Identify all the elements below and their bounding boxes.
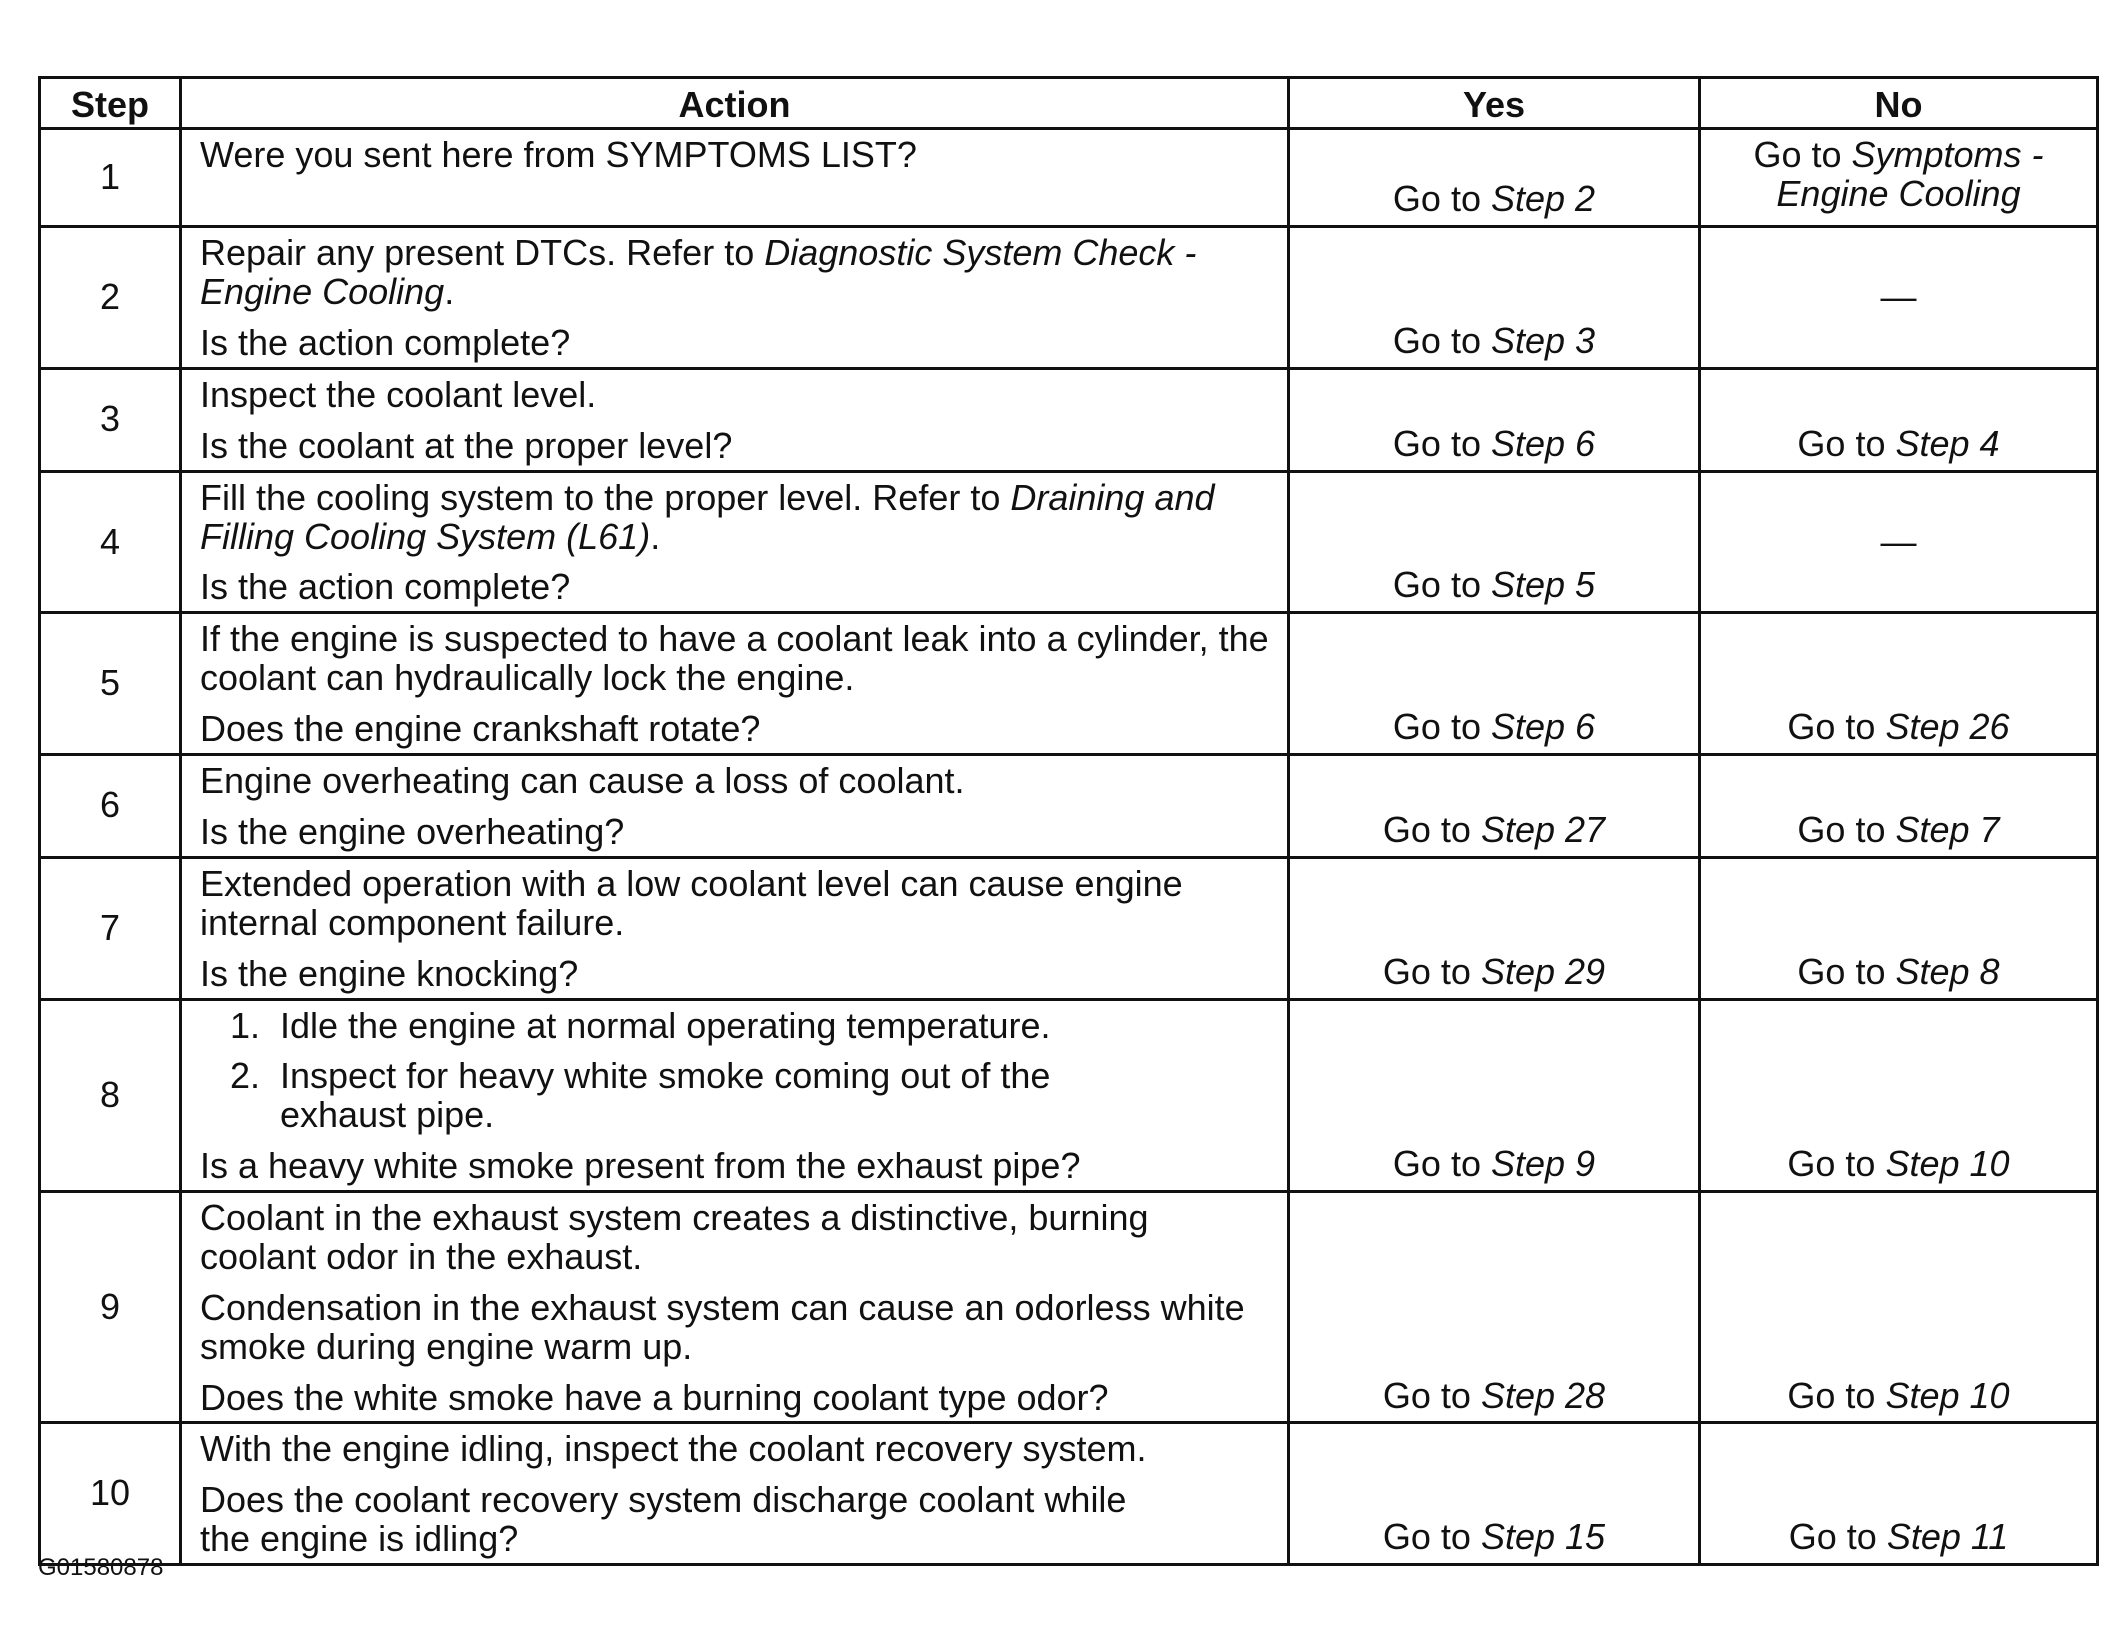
action-cell: [181, 1423, 1289, 1565]
yes-prefix: Go to: [1392, 1143, 1491, 1185]
no-cell: [1700, 368, 2098, 471]
no-dash: —: [1880, 520, 1917, 562]
no-target-part1: Symptoms -: [1851, 134, 2044, 175]
no-target: Step 4: [1895, 422, 2000, 464]
action-question: Is the action complete?: [200, 321, 571, 363]
yes-prefix: Go to: [1382, 1516, 1481, 1558]
action-cell: [181, 613, 1289, 755]
no-target: Step 8: [1895, 950, 2000, 992]
action-cell: [181, 129, 1289, 227]
yes-cell: [1289, 1423, 1700, 1565]
table-row: [40, 613, 2098, 755]
no-cell: [1700, 999, 2098, 1192]
no-cell: [1700, 754, 2098, 857]
action-text-part: .: [444, 270, 455, 312]
yes-prefix: Go to: [1392, 422, 1491, 464]
action-text: Coolant in the exhaust system creates a distinctive, burning coolant odor in the exhaust.: [200, 1197, 1149, 1277]
yes-cell: [1289, 129, 1700, 227]
yes-cell: [1289, 613, 1700, 755]
step-number: 5: [40, 613, 181, 755]
no-cell: [1700, 1192, 2098, 1423]
yes-target: Step 6: [1490, 422, 1596, 464]
figure-id: G01580878: [38, 1554, 164, 1581]
list-number: 2.: [230, 1055, 261, 1097]
yes-target: Step 29: [1480, 950, 1606, 992]
action-text: Were you sent here from SYMPTOMS LIST?: [200, 134, 917, 175]
table-row: [40, 1423, 2098, 1565]
action-text: With the engine idling, inspect the coolant recovery system.: [200, 1428, 1147, 1470]
action-question: Is the action complete?: [200, 566, 571, 608]
step-number: 8: [40, 999, 181, 1192]
action-cell: [181, 227, 1289, 369]
step-number: 2: [40, 227, 181, 369]
header-action: Action: [181, 78, 1289, 129]
no-cell: [1700, 471, 2098, 613]
no-cell: [1700, 129, 2098, 227]
yes-target: Step 28: [1480, 1374, 1606, 1416]
list-text: Idle the engine at normal operating temperature.: [280, 1004, 1051, 1046]
yes-cell: [1289, 999, 1700, 1192]
action-cell: [181, 471, 1289, 613]
action-cell: [181, 857, 1289, 999]
list-text: Inspect for heavy white smoke coming out of the exhaust pipe.: [280, 1055, 1051, 1136]
action-text: Condensation in the exhaust system can cause an odorless white smoke during engine warm up.: [200, 1286, 1245, 1367]
yes-cell: [1289, 368, 1700, 471]
action-reference: Draining and Filling Cooling System (L61): [200, 476, 1215, 557]
action-text-part: .: [650, 515, 661, 557]
table-row: [40, 129, 2098, 227]
header-no: No: [1700, 78, 2098, 129]
no-cell: [1700, 613, 2098, 755]
action-text: [200, 476, 1277, 557]
yes-target: Step 9: [1490, 1143, 1596, 1185]
action-cell: [181, 1192, 1289, 1423]
table-row: [40, 1192, 2098, 1423]
step-number: 6: [40, 754, 181, 857]
yes-target: Step 6: [1490, 706, 1596, 747]
yes-prefix: Go to: [1392, 706, 1491, 747]
header-yes: Yes: [1289, 78, 1700, 129]
header-step: Step: [40, 78, 181, 129]
table-row: [40, 471, 2098, 613]
no-cell: [1700, 227, 2098, 369]
yes-target: Step 27: [1480, 809, 1606, 850]
numbered-list-item: [200, 1004, 1277, 1046]
yes-target: Step 15: [1480, 1516, 1606, 1558]
yes-prefix: Go to: [1382, 950, 1481, 992]
yes-target: Step 5: [1490, 564, 1596, 606]
yes-prefix: Go to: [1392, 564, 1491, 606]
yes-prefix: Go to: [1392, 178, 1491, 220]
no-target: Step 10: [1885, 1374, 2010, 1416]
yes-target: Step 3: [1490, 319, 1596, 361]
no-prefix: Go to: [1787, 1143, 1886, 1185]
no-cell: [1700, 857, 2098, 999]
numbered-list-item: [200, 1057, 1277, 1135]
action-text-part: Fill the cooling system to the proper level. Refer to: [200, 476, 1011, 518]
no-prefix: Go to: [1797, 809, 1896, 850]
yes-cell: [1289, 471, 1700, 613]
table-row: [40, 999, 2098, 1192]
no-prefix: Go to: [1797, 422, 1896, 464]
yes-prefix: Go to: [1382, 809, 1481, 850]
no-cell: [1700, 1423, 2098, 1565]
action-reference: Diagnostic System Check - Engine Cooling: [200, 232, 1197, 312]
action-question: Does the white smoke have a burning coolant type odor?: [200, 1376, 1109, 1418]
no-prefix: Go to: [1787, 1374, 1886, 1416]
table-row: [40, 754, 2098, 857]
action-question: Is a heavy white smoke present from the exhaust pipe?: [200, 1145, 1081, 1187]
yes-prefix: Go to: [1382, 1374, 1481, 1416]
table-header-row: [40, 78, 2098, 129]
action-question: Does the coolant recovery system discharge coolant while the engine is idling?: [200, 1479, 1127, 1560]
action-text-part: Repair any present DTCs. Refer to: [200, 232, 765, 273]
step-number: 9: [40, 1192, 181, 1423]
table-row: [40, 368, 2098, 471]
no-target-line2: Engine Cooling: [1776, 172, 2021, 214]
step-number: 1: [40, 129, 181, 227]
no-target: Step 11: [1886, 1516, 2009, 1558]
action-cell: [181, 754, 1289, 857]
table-row: [40, 227, 2098, 369]
action-question: Is the coolant at the proper level?: [200, 424, 733, 466]
action-text: [200, 234, 1277, 312]
action-cell: [181, 368, 1289, 471]
yes-cell: [1289, 1192, 1700, 1423]
step-number: 4: [40, 471, 181, 613]
action-text: Extended operation with a low coolant level can cause engine internal component failure.: [200, 862, 1183, 943]
no-target: Step 10: [1885, 1143, 2010, 1185]
yes-cell: [1289, 754, 1700, 857]
no-target: Step 7: [1895, 809, 2000, 850]
yes-cell: [1289, 857, 1700, 999]
step-number: 10: [40, 1423, 181, 1565]
diagnostic-table: [38, 76, 2099, 1566]
action-cell: [181, 999, 1289, 1192]
step-number: 3: [40, 368, 181, 471]
table-row: [40, 857, 2098, 999]
no-prefix: Go to: [1753, 134, 1852, 175]
action-question: Is the engine knocking?: [200, 952, 579, 994]
no-prefix: Go to: [1797, 950, 1896, 992]
action-question: Is the engine overheating?: [200, 810, 625, 852]
no-prefix: Go to: [1787, 706, 1886, 747]
no-target: Step 26: [1885, 706, 2010, 747]
step-number: 7: [40, 857, 181, 999]
action-text: Engine overheating can cause a loss of coolant.: [200, 759, 965, 801]
action-text: If the engine is suspected to have a coolant leak into a cylinder, the coolant can hydraulically lock the engine.: [200, 618, 1269, 699]
action-text: Inspect the coolant level.: [200, 373, 597, 415]
no-prefix: Go to: [1788, 1516, 1887, 1558]
list-number: 1.: [230, 1004, 261, 1046]
yes-target: Step 2: [1490, 178, 1596, 220]
yes-cell: [1289, 227, 1700, 369]
yes-prefix: Go to: [1392, 319, 1491, 361]
no-target-line1: [1707, 136, 2090, 175]
action-question: Does the engine crankshaft rotate?: [200, 708, 761, 749]
no-dash: —: [1880, 275, 1917, 317]
